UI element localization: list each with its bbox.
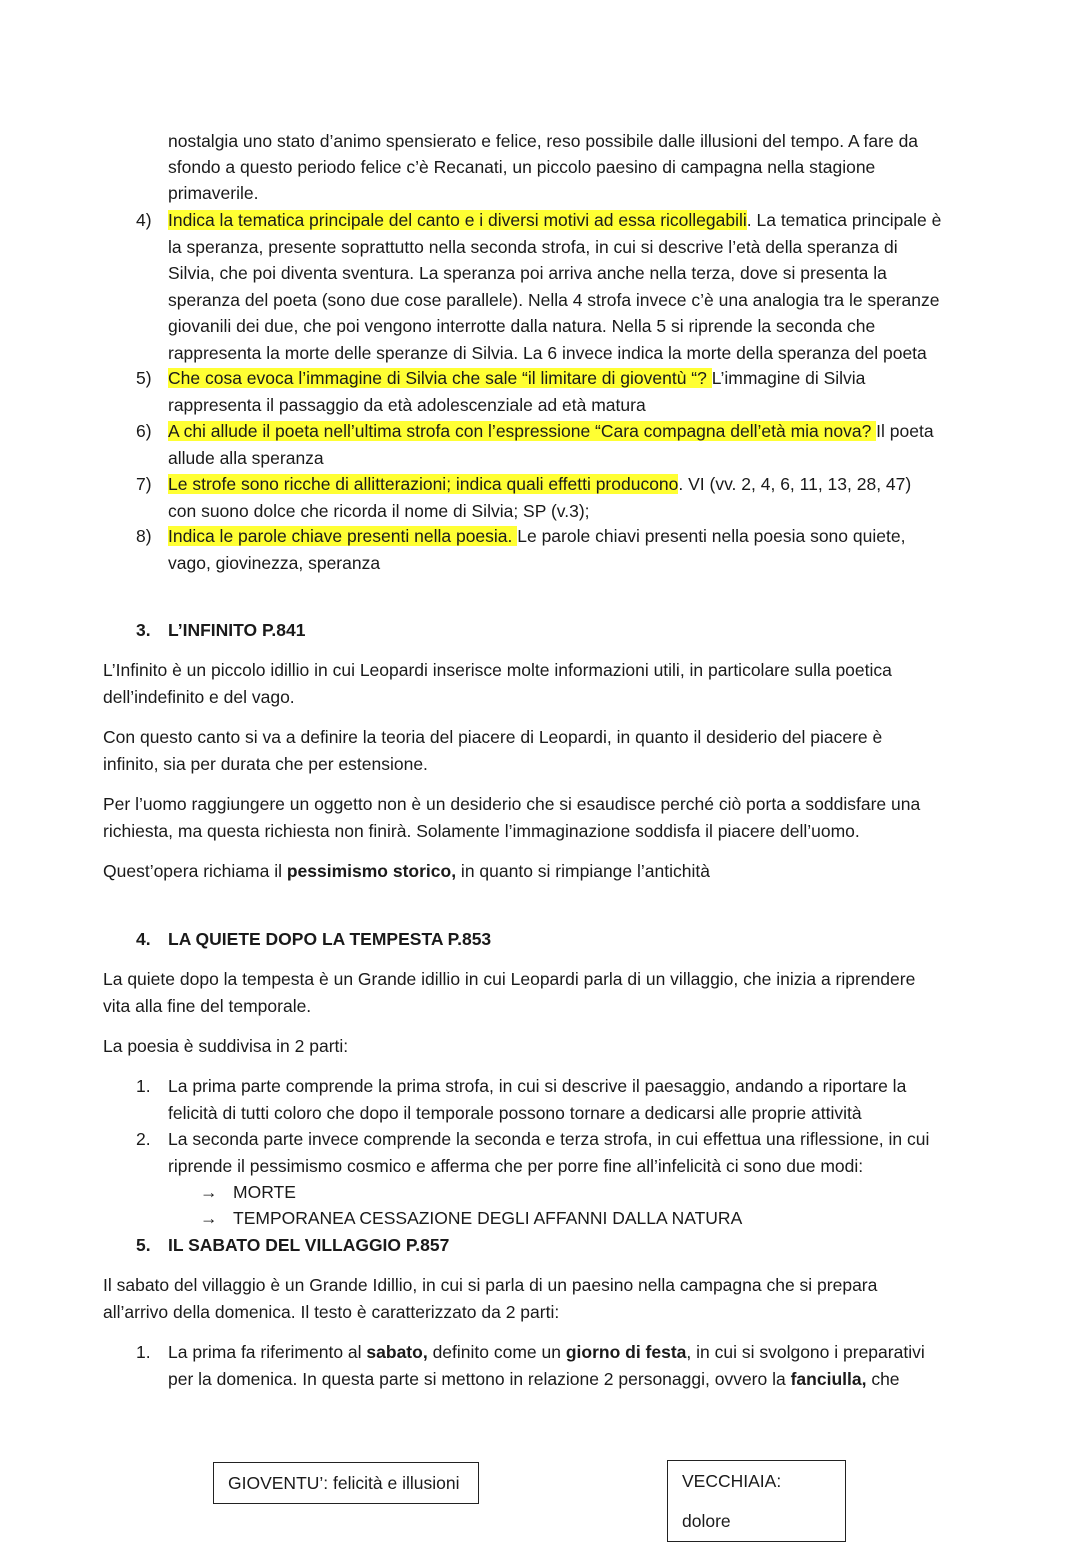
text-run: , in cui si svolgono i preparativi [686,1342,925,1362]
arrow-right-icon: → [200,1208,218,1228]
item-number: 1. [136,1342,151,1362]
text-run: Quest’opera richiama il [103,861,287,881]
text-line: rappresenta la morte delle speranze di Silvia. La 6 invece indica la morte della speranza del poeta [168,342,927,363]
text-line [168,523,983,550]
text-line [168,365,983,392]
section-heading-5 [136,1232,449,1258]
paragraph [103,791,983,844]
arrow-right-icon: → [200,1182,218,1202]
item-number: 4) [136,210,152,230]
text-line [168,418,983,445]
text-run: definito come un [427,1342,566,1362]
paragraph: La poesia è suddivisa in 2 parti: [103,1036,349,1056]
heading-number: 5. [136,1235,151,1255]
text-line: giovanili dei due, che poi vengono interrotte dalla natura. Nella 5 si riprende la seconda che [168,316,876,336]
old-age-box: VECCHIAIA: dolore [667,1460,846,1542]
highlighted-question: Che cosa evoca l’immagine di Silvia che sale “il limitare di gioventù “? [168,368,712,388]
highlighted-question: Indica la tematica principale del canto e i diversi motivi ad essa ricollegabili [168,210,747,230]
text-line: allude alla speranza [168,447,324,468]
text-line: la speranza, presente soprattutto nella seconda strofa, in cui si descrive l’età della speranza di [168,236,898,257]
text-line: dell’indefinito e del vago. [103,686,295,707]
text-line [168,207,983,234]
text-run: La prima fa riferimento al [168,1342,367,1362]
highlighted-question: Indica le parole chiave presenti nella poesia. [168,526,518,546]
text-line: nostalgia uno stato d’animo spensierato e felice, reso possibile dalle illusioni del tempo. A fare da [168,131,919,151]
text-line: La quiete dopo la tempesta è un Grande idillio in cui Leopardi parla di un villaggio, che inizia a riprendere [103,969,916,989]
text-line: Per l’uomo raggiungere un oggetto non è un desiderio che si esaudisce perché ciò porta a soddisfare una [103,794,921,814]
bold-term: fanciulla, [790,1368,867,1389]
paragraph [103,724,983,777]
heading-title: L’INFINITO P.841 [168,620,306,640]
bold-term: sabato, [366,1342,428,1362]
bold-term: pessimismo storico, [286,861,457,881]
text-line: infinito, sia per durata che per estensione. [103,753,428,774]
text-line: riprende il pessimismo cosmico e afferma che per porre fine all’infelicità ci sono due modi: [168,1155,864,1176]
item-number: 8) [136,526,152,546]
paragraph [103,1272,983,1325]
text-line [168,1366,983,1393]
text-run: che [866,1368,900,1389]
heading-title: IL SABATO DEL VILLAGGIO P.857 [168,1235,450,1255]
section-heading-4 [136,926,491,952]
highlighted-question: Le strofe sono ricche di allitterazioni; indica quali effetti producono [168,474,679,494]
heading-number: 4. [136,929,151,949]
answer-text: . VI (vv. 2, 4, 6, 11, 13, 28, 47) [678,474,912,494]
text-line: rappresenta il passaggio da età adolescenziale ad età matura [168,394,646,415]
text-line: sfondo a questo periodo felice c’è Recanati, un piccolo paesino di campagna nella stagione [168,157,876,177]
arrow-item-text: MORTE [233,1182,296,1202]
text-line: con suono dolce che ricorda il nome di Silvia; SP (v.3); [168,500,590,521]
heading-number: 3. [136,620,151,640]
text-run: in quanto si rimpiange l’antichità [456,861,710,881]
item-number: 2. [136,1129,151,1149]
section-heading-3 [136,617,305,643]
text-line: vita alla fine del temporale. [103,995,312,1016]
text-line: speranza del poeta (sono due cose parallele). Nella 4 strofa invece c’è una analogia tra le speranze [168,289,940,310]
bold-term: giorno di festa [565,1342,687,1362]
text-line: La prima parte comprende la prima strofa, in cui si descrive il paesaggio, andando a riportare la [168,1076,907,1096]
item-number: 1. [136,1076,151,1096]
item-number: 7) [136,474,152,494]
text-line: all’arrivo della domenica. Il testo è caratterizzato da 2 parti: [103,1301,560,1322]
text-line: Il sabato del villaggio è un Grande Idillio, in cui si parla di un paesino nella campagna che si prepara [103,1275,878,1295]
answer-text: . La tematica principale è [746,210,942,230]
text-line: Con questo canto si va a definire la teoria del piacere di Leopardi, in quanto il desiderio del piacere è [103,727,883,747]
text-line [168,471,983,498]
item-number: 6) [136,421,152,441]
text-line: vago, giovinezza, speranza [168,552,381,573]
paragraph [103,966,983,1019]
text-line [168,1339,983,1366]
text-line: primaverile. [168,183,259,203]
arrow-item [200,1205,742,1231]
paragraph [103,858,983,885]
answer-text: L’immagine di Silvia [711,368,866,388]
heading-title: LA QUIETE DOPO LA TEMPESTA P.853 [168,929,492,949]
paragraph [103,657,983,710]
arrow-item [200,1179,296,1205]
answer-text: Il poeta [876,421,934,441]
answer-text: Le parole chiavi presenti nella poesia sono quiete, [517,526,906,546]
highlighted-question: A chi allude il poeta nell’ultima strofa con l’espressione “Cara compagna dell’età mia nova? [168,421,877,441]
arrow-item-text: TEMPORANEA CESSAZIONE DEGLI AFFANNI DALLA NATURA [233,1208,743,1228]
text-line: La seconda parte invece comprende la seconda e terza strofa, in cui effettua una riflessione, in cui [168,1129,930,1149]
item-number: 5) [136,368,152,388]
youth-box: GIOVENTU’: felicità e illusioni [213,1462,479,1504]
text-line: felicità di tutti coloro che dopo il temporale possono tornare a dedicarsi alle proprie attività [168,1102,862,1123]
text-run: per la domenica. In questa parte si mettono in relazione 2 personaggi, ovvero la [168,1368,791,1389]
text-line: richiesta, ma questa richiesta non finirà. Solamente l’immaginazione soddisfa il piacere dell’uomo. [103,820,860,841]
text-line: Silvia, che poi diventa sventura. La speranza poi arriva anche nella terza, dove si presenta la [168,263,887,283]
text-line: L’Infinito è un piccolo idillio in cui Leopardi inserisce molte informazioni utili, in particolare sulla poetica [103,660,892,680]
